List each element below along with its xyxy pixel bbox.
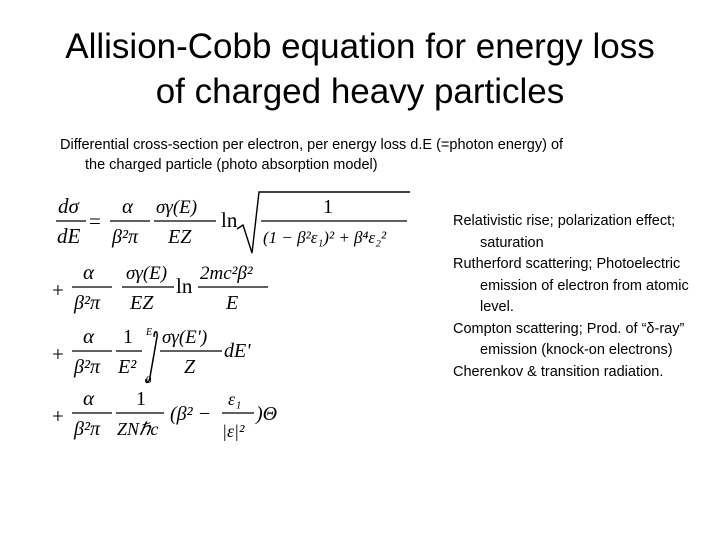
t2-e: E: [226, 292, 239, 314]
term-descriptions: [453, 211, 703, 383]
slide-title: [20, 24, 700, 114]
t1-sqrt-numerator: 1: [323, 196, 333, 218]
energy-loss-formula: [50, 187, 420, 467]
subtitle: [60, 135, 660, 175]
t4-alpha: α: [83, 386, 95, 410]
t3-beta-pi: β²π: [74, 356, 100, 378]
t1-beta-pi: β²π: [112, 226, 138, 248]
t4-close: )Θ: [256, 403, 278, 425]
note-compton-scattering: Compton scattering; Prod. of “δ-ray” emission (knock-on electrons): [453, 320, 685, 358]
t1-ln: ln: [221, 208, 238, 232]
t3-e2: E²: [118, 356, 137, 378]
t3-z: Z: [184, 356, 196, 378]
t4-one: 1: [136, 388, 146, 410]
note-rutherford-scattering: Rutherford scattering; Photoelectric emission of electron from atomic level.: [453, 256, 689, 315]
t1-ez: EZ: [168, 226, 192, 248]
note-relativistic-rise: Relativistic rise; polarization effect; saturation: [453, 213, 676, 251]
subtitle-line-1: Differential cross-section per electron, per energy loss d.E (=photon energy) of: [60, 137, 564, 153]
t2-sigma: σγ(E): [126, 263, 168, 284]
t2-plus: +: [52, 278, 64, 302]
t3-one: 1: [123, 326, 133, 348]
t1-sqrt-denominator: (1 − β²ε₁)² + β⁴ε₂²: [263, 228, 387, 247]
lhs-numerator: dσ: [58, 194, 79, 218]
t3-plus: +: [52, 342, 64, 366]
equals-sign: =: [89, 209, 101, 233]
t4-plus: +: [52, 404, 64, 428]
note-cherenkov-radiation: Cherenkov & transition radiation.: [453, 363, 664, 380]
t2-ez: EZ: [130, 292, 154, 314]
t3-sigma: σγ(E'): [162, 327, 208, 348]
t1-sigma: σγ(E): [156, 197, 198, 218]
t2-ln: ln: [176, 274, 193, 298]
title-line-2: of charged heavy particles: [155, 72, 565, 111]
t4-open: (β² −: [170, 403, 212, 425]
t4-abs-eps: |ε|²: [222, 421, 245, 441]
t2-beta-pi: β²π: [74, 292, 100, 314]
t1-alpha: α: [122, 194, 134, 218]
t4-beta-pi: β²π: [74, 418, 100, 440]
subtitle-line-2: the charged particle (photo absorption model): [85, 157, 378, 173]
lhs-denominator: dE: [57, 224, 81, 248]
t4-eps1: ε₁: [228, 389, 242, 409]
t2-alpha: α: [83, 260, 95, 284]
t2-2mc2: 2mc²β²: [200, 263, 253, 284]
formula-svg: [50, 187, 420, 467]
t3-int-lower: 0: [146, 374, 152, 386]
t3-int-upper: E: [146, 327, 153, 338]
t3-alpha: α: [83, 324, 95, 348]
title-line-1: Allision-Cobb equation for energy loss: [65, 27, 655, 66]
t3-de: dE': [224, 340, 251, 362]
t4-znhc: ZNℏc: [117, 419, 159, 439]
